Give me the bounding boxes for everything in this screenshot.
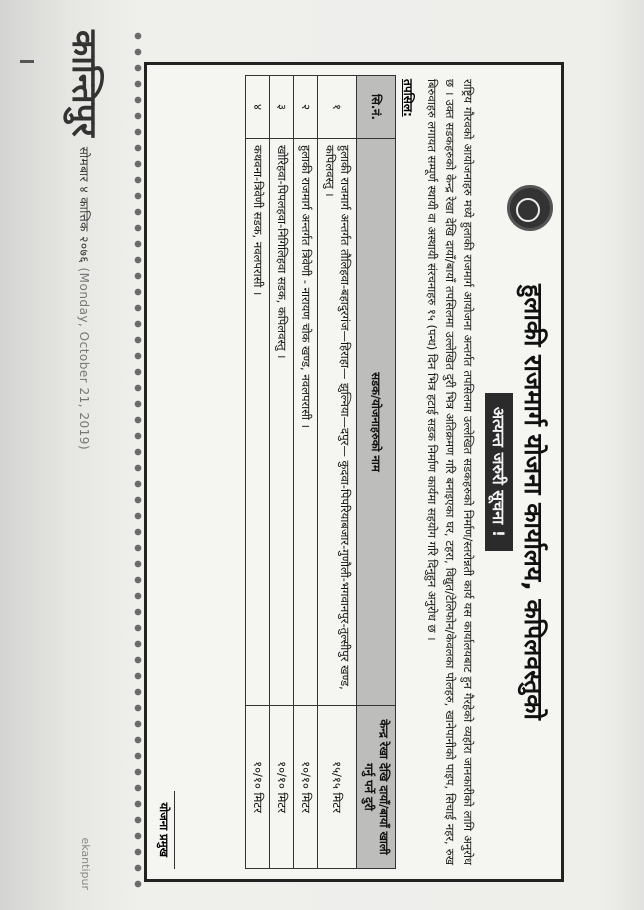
row-road-name: हुलाकी राजमार्ग अन्तर्गत तौलिहवा-बहादुरगंज—हिराहा— झुल्निया—दपुर— कुदवा-पिपरियाबजार-गुणौली-भगवानपुर-तुल्सीपुर खण्ड, कपिलवस्तु ।: [318, 139, 357, 706]
road-table: [245, 75, 396, 869]
masthead: [14, 30, 104, 890]
notice-body: राष्ट्रिय गौरवको आयोजनाहरु मध्ये हुलाकी राजमार्ग आयोजना अन्तर्गत तपसिलमा उल्लेखित सडकहरुको निर्माण/स्तरोन्नती कार्य यस कार्यालयबाट हुन गैरहेको व्यहोरा जानकारीको लागि अनुरोध छ । उक्त सडकहरुको केन्द्र रेखा देखि दायाँ/बायाँ तपसिलमा उल्लेखित दुरी भित्र अतिक्रमण गरि बनाइएका घर, टहरा, विद्युत/टेलिफोन/केवलका पोलहरु, खानेपानीको पाइप, सिचाई नहर, रुख बिरुवाहरु लगायत सम्पूर्ण स्थायी वा अस्थायी संरचनाहरु १५ (पन्ध) दिन भित्र हटाई सडक निर्माण कार्यमा सहयोग गरि दिनुहुन अनुरोध छ ।: [425, 79, 475, 865]
row-distance: १०/१० मिटर: [270, 706, 294, 869]
table-header-row: [357, 76, 396, 869]
government-emblem-icon: [507, 185, 553, 231]
details-label: तपसिल:: [401, 79, 415, 117]
table-row: [246, 76, 270, 869]
row-serial: १: [318, 76, 357, 139]
site-name: ekantipur: [79, 837, 92, 890]
header-distance: केन्द्र रेखा देखि दायाँ/बायाँ खाली गर्नु पर्ने दुरी: [357, 706, 396, 869]
row-serial: ३: [270, 76, 294, 139]
table-row: [318, 76, 357, 869]
row-road-name: खोरिहवा-पिपलहवा-निगिलिहवा सडक, कपिलवस्तु ।: [270, 139, 294, 706]
table-row: [270, 76, 294, 869]
row-road-name: हुलाकी राजमार्ग अन्तर्गत त्रिवेणी - नारायण चोक खण्ड, नवलपरासी ।: [294, 139, 318, 706]
notice-box: [144, 62, 564, 882]
row-road-name: कथवना-त्रिवेणी सडक, नवलपरासी ।: [246, 139, 270, 706]
date-nepali: सोमबार ४ कात्तिक २०७६: [77, 146, 91, 264]
signature: योजना प्रमुख: [153, 791, 175, 869]
row-distance: १०/१० मिटर: [294, 706, 318, 869]
newspaper-logo: कान्तिपुर: [64, 30, 104, 137]
date-english: (Monday, October 21, 2019): [77, 267, 91, 451]
headline-wrap: [485, 75, 513, 869]
office-title: हुलाकी राजमार्ग योजना कार्यालय, कपिलवस्तुको: [519, 284, 548, 720]
notice-headline: अत्यन्त जरुरी सूचना !: [485, 393, 513, 551]
perforation-dots: [132, 30, 144, 890]
row-serial: ४: [246, 76, 270, 139]
dateline: [64, 147, 104, 450]
table-row: [294, 76, 318, 869]
row-distance: १५/१५ मिटर: [318, 706, 357, 869]
row-serial: २: [294, 76, 318, 139]
row-distance: १०/१० मिटर: [246, 706, 270, 869]
header-road-name: सडक/योजनाहरुको नाम: [357, 139, 396, 706]
header-serial: सि.नं.: [357, 76, 396, 139]
